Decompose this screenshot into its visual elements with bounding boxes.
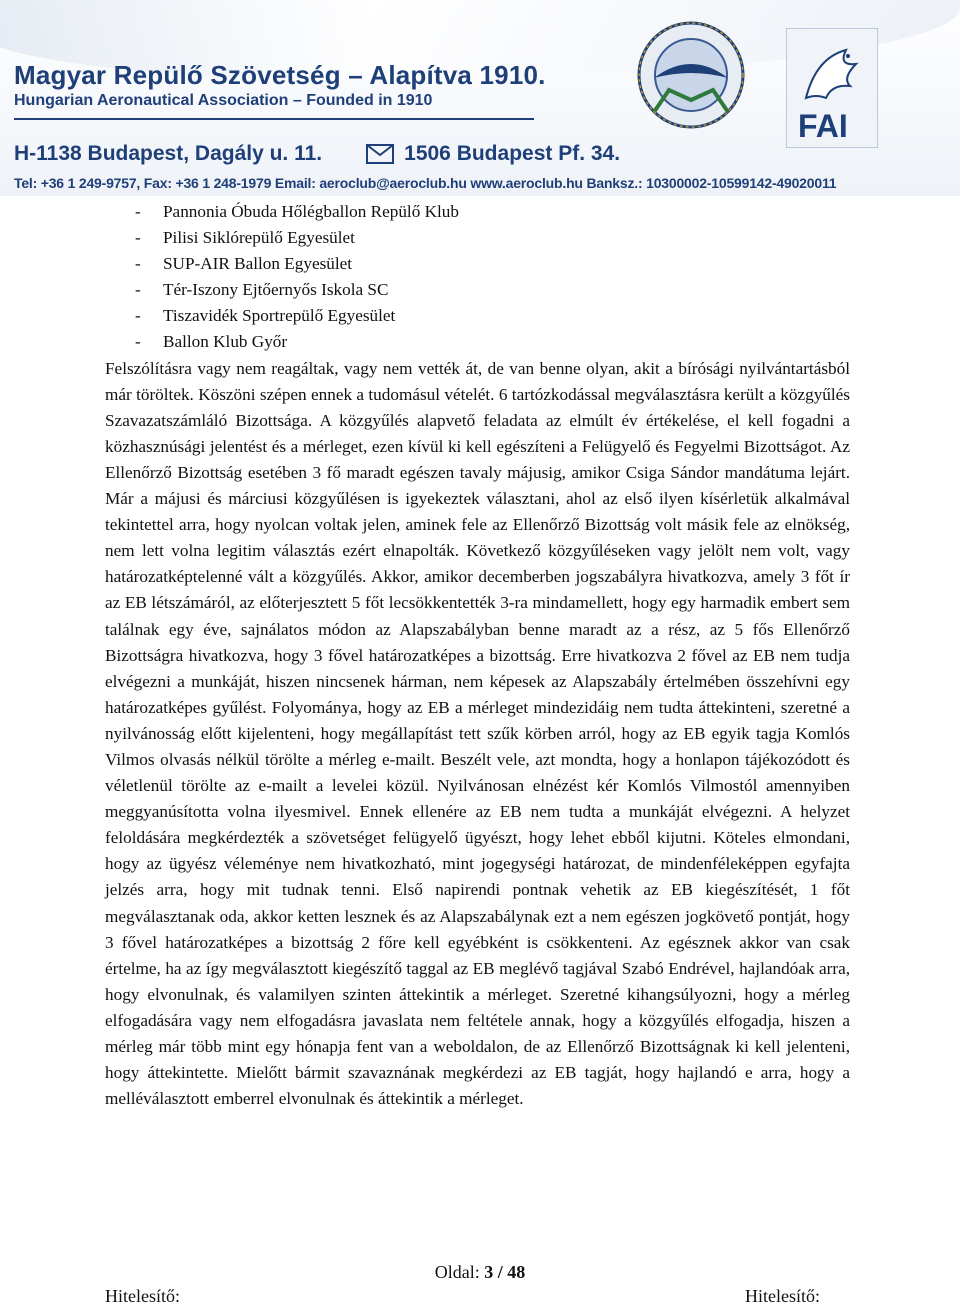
org-name-english: Hungarian Aeronautical Association – Founded in 1910 (14, 92, 433, 109)
page-label: Oldal: (434, 1262, 480, 1282)
fai-label: FAI (798, 108, 848, 144)
header-divider (14, 118, 534, 120)
page-value: 3 / 48 (484, 1262, 526, 1282)
authenticator-left: Hitelesítő: (105, 1286, 180, 1306)
body-paragraph: Felszólításra vagy nem reagáltak, vagy nem vették át, de van benne olyan, akit a bírósági nyilvántartásból már töröltek. Köszöni szépen ennek a tudomásul vételét. 6 tartózkodással megválasztásra került a közgyűlés Szavazatszámláló Bizottsága. A közgyűlés alapvető feladata az elmúlt év értékelése, el kell fogadni a közhasznúsági jelentést és a mérleget, ezen kívül ki kell egészíteni a Felügyelő és Fegyelmi Bizottságot. Az Ellenőrző Bizottság esetében 3 fő maradt egészen tavaly májusig, amikor Csiga Sándor mandátuma lejárt. Már a májusi és márciusi közgyűlésen is igyekeztek választani, ahol az első ilyen kísérletük alkalmával tekintettel arra, hogy nyolcan voltak jelen, aminek fele az Ellenőrző Bizottság volt másik fele az elnökség, nem lett volna legitim választás ezért elnapolták. Következő közgyűléseken vagy jelölt nem volt, vagy határozatképtelenné vált a közgyűlés. Akkor, amikor decemberben jogszabályra hivatkozva, amely 3 főt ír az EB létszámáról, az előterjesztett 5 főt lecsökkentették 3-ra mindamellett, hogy egy harmadik embert sem találnak egy éve, sajnálatos módon az Alapszabályban benne maradt az a rész, az 5 fős Ellenőrző Bizottságra hivatkozva, hogy 3 fővel határozatképes a bizottság. Erre hivatkozva 2 fővel az EB nem tudja elvégezni a munkáját, hiszen nincsenek hárman, nem képesek az Alapszabály értelmében összehívni egy határozatképes gyűlést. Folyománya, hogy az EB a mérleget mindezidáig nem tudta áttekinteni, szeretné a nyilvánosság előtt kijelenteni, hogy megállapítást tett szűk körben arról, hogy az EB egyik tagja Komlós Vilmos olvasás nélkül törölte a mérleg e-mailt. Beszélt vele, azt mondta, hogy a honlapon tájékozódott és véletlenül törölte az e-mailt a levelei közül. Nyilvánosan elnézést kér Komlós Vilmostól amennyiben meggyanúsította volna ilyesmivel. Ennek ellenére az EB nem tudta a munkáját elvégezni. A helyzet feloldására megkérdezték a szövetséget felügyelő ügyészt, hogy lehet ebből kijutni. Köteles elmondani, hogy az ügyész véleménye nem hivatkozható, mint jogegységi határozat, de mindenféleképpen egyfajta jelzés arra, hogy mit tudnak tenni. Első napirendi pontnak vehetik az EB kiegészítését, 1 főt megválasztanak oda, akkor ketten lesznek és az Alapszabálynak ezt a nem egészen jogkövető pontját, hogy 3 fővel határozatképes a bizottság 2 főre kell egyébként is csökkenteni. Az egésznek akkor van csak értelme, ha az így megválasztott kiegészítő taggal az EB meglévő tagjával Szabó Endrével, hajlandóak arra, hogy elvonulnak, és valamilyen szinten áttekintik a mérleget. Szeretné kihangsúlyozni, hogy a mérleg elfogadására vagy nem elfogadásra javaslata nem feltétele annak, hogy a közgyűlés elfogadja, hiszen a mérleg már több mint egy hónapja fent van a weboldalon, de az Ellenőrző Bizottságnak ki kell jelenteni, hogy áttekintette. Mielőtt bármit szavaznának megkérdezi az EB tagját, hogy hajlandó e arra, hogy a melléválasztott emberrel elvonulnak és áttekintik a mérleget. (105, 358, 850, 1109)
letterhead (0, 0, 960, 196)
street-address: H-1138 Budapest, Dagály u. 11. (14, 142, 323, 165)
list-item: - Pannonia Óbuda Hőlégballon Repülő Klub (105, 199, 850, 225)
list-item: - Tiszavidék Sportrepülő Egyesület (105, 303, 850, 329)
page-number (0, 1262, 960, 1283)
crest-logo (614, 20, 768, 130)
address-row (14, 140, 620, 168)
list-item: - Pilisi Siklórepülő Egyesület (105, 225, 850, 251)
list-item: - Ballon Klub Győr (105, 329, 850, 355)
org-name: Magyar Repülő Szövetség – Alapítva 1910. (14, 60, 546, 90)
contact-line: Tel: +36 1 249-9757, Fax: +36 1 248-1979 Email: aeroclub@aeroclub.hu www.aeroclub.hu Banksz.: 10300002-10599142-49020011 (14, 175, 837, 191)
po-box: 1506 Budapest Pf. 34. (404, 142, 621, 165)
club-list (105, 199, 850, 356)
document-body (105, 199, 850, 1112)
authenticator-right: Hitelesítő: (745, 1286, 820, 1306)
mail-icon (366, 144, 394, 164)
list-item: - SUP-AIR Ballon Egyesület (105, 251, 850, 277)
list-item: - Tér-Iszony Ejtőernyős Iskola SC (105, 277, 850, 303)
